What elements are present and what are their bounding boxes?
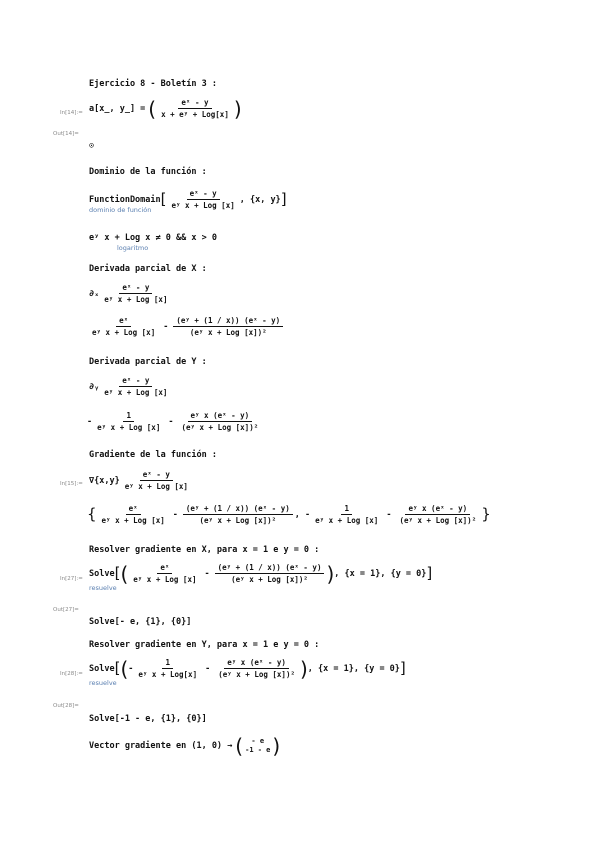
hint-resuelve-x[interactable]: resuelve <box>89 584 117 592</box>
fraction-grad: $\frac{\text{eˣ - y}}{\text{eʸ x + Log [x]}}$ <box>124 470 188 491</box>
section-derivada-y: Derivada parcial de Y : <box>89 357 207 367</box>
output-cell-28: Solve[-1 - e, {1}, {0}] <box>89 714 207 724</box>
section-dominio: Dominio de la función : <box>89 167 207 177</box>
derivative-x-result: $\frac{\text{eˣ}}{\text{eʸ x + Log [x]}}$ - $\frac{\text{(eʸ + (1 / x)) (eˣ - y)}}{\text{(eʸ x + Log [x])²}}$ <box>87 316 285 337</box>
output-label-27: Out[27]= <box>53 607 79 613</box>
hint-logaritmo[interactable]: logaritmo <box>117 244 149 252</box>
output-cell-14: ⊙ <box>89 141 95 151</box>
derivative-x-input[interactable]: ∂ₓ $\frac{\text{eˣ - y}}{\text{eʸ x + Log [x]}}$ <box>89 283 172 304</box>
output-label-14: Out[14]= <box>53 131 79 137</box>
gradient-result: { $\frac{\text{eˣ}}{\text{eʸ x + Log [x]}}$ - $\frac{\text{(eʸ + (1 / x)) (eˣ - y)}}{\text{(eʸ x + Log [x])²}}$ , - $\frac{1}{\text{eʸ x + Log [x]}}$ - $\frac{\text{eʸ x (eˣ - y)}}{\text{(eʸ x + Log [x])²}}$ } <box>87 504 491 525</box>
solve-head: Solve <box>89 663 115 674</box>
function-domain-head: FunctionDomain <box>89 194 161 205</box>
derivative-y-result: - $\frac{1}{\text{eʸ x + Log [x]}}$ - $\frac{\text{eʸ x (eˣ - y)}}{\text{(eʸ x + Log [x])²}}$ <box>87 411 259 432</box>
input-cell-14[interactable]: a[x_, y_] = ( $\frac{\text{eˣ - y}}{\text{x + eʸ + Log[x]}}$ ) <box>89 96 242 121</box>
function-domain-input[interactable]: FunctionDomain [ $\frac{\text{eˣ - y}}{\text{eʸ x + Log [x]}}$ , {x, y} ] <box>89 189 287 210</box>
input-label-14: In[14]:= <box>60 110 83 116</box>
solve-y-input[interactable]: Solve [ ( - $\frac{1}{\text{eʸ x + Log[x]}}$ - $\frac{\text{eʸ x (eˣ - y)}}{\text{(eʸ x + Log [x])²}}$ ) , {x = 1}, {y = 0} ] <box>89 656 406 681</box>
solve-head: Solve <box>89 568 115 579</box>
section-gradiente: Gradiente de la función : <box>89 450 217 460</box>
input-label-27: In[27]:= <box>60 576 83 582</box>
function-definition-lhs: a[x_, y_] = <box>89 103 146 114</box>
fraction-fd: $\frac{\text{eˣ - y}}{\text{eʸ x + Log [x]}}$ <box>171 189 235 210</box>
notebook-title: Ejercicio 8 - Boletín 3 : <box>89 79 217 89</box>
gradient-vector: - e -1 - e <box>245 737 271 754</box>
vector-label: Vector gradiente en (1, 0) → <box>89 741 233 751</box>
section-resolver-y: Resolver gradiente en Y, para x = 1 e y = 0 : <box>89 640 320 650</box>
output-label-28: Out[28]= <box>53 703 79 709</box>
gradient-input[interactable]: ∇{x,y} $\frac{\text{eˣ - y}}{\text{eʸ x + Log [x]}}$ <box>89 470 193 491</box>
section-resolver-x: Resolver gradiente en X, para x = 1 e y = 0 : <box>89 545 320 555</box>
hint-resuelve-y[interactable]: resuelve <box>89 679 117 687</box>
fraction-dx: $\frac{\text{eˣ - y}}{\text{eʸ x + Log [x]}}$ <box>104 283 168 304</box>
vector-gradiente-line: Vector gradiente en (1, 0) → ( - e -1 - e ) <box>89 734 281 758</box>
output-cell-27: Solve[- e, {1}, {0}] <box>89 617 192 627</box>
hint-dominio[interactable]: dominio de función <box>89 206 152 214</box>
input-label-15: In[15]:= <box>60 481 83 487</box>
section-derivada-x: Derivada parcial de X : <box>89 264 207 274</box>
input-label-28: In[28]:= <box>60 671 83 677</box>
fraction-a: $\frac{\text{eˣ - y}}{\text{x + eʸ + Log[x]}}$ <box>161 98 229 119</box>
solve-x-input[interactable]: Solve [ ( $\frac{\text{eˣ}}{\text{eʸ x + Log [x]}}$ - $\frac{\text{(eʸ + (1 / x)) (eˣ - y)}}{\text{(eʸ x + Log [x])²}}$ ) , {x = 1}, {y = 0} ] <box>89 561 433 586</box>
fraction-dy: $\frac{\text{eˣ - y}}{\text{eʸ x + Log [x]}}$ <box>104 376 168 397</box>
derivative-y-input[interactable]: ∂ᵧ $\frac{\text{eˣ - y}}{\text{eʸ x + Log [x]}}$ <box>89 376 172 397</box>
domain-result: eʸ x + Log x ≠ 0 && x > 0 <box>89 233 217 243</box>
